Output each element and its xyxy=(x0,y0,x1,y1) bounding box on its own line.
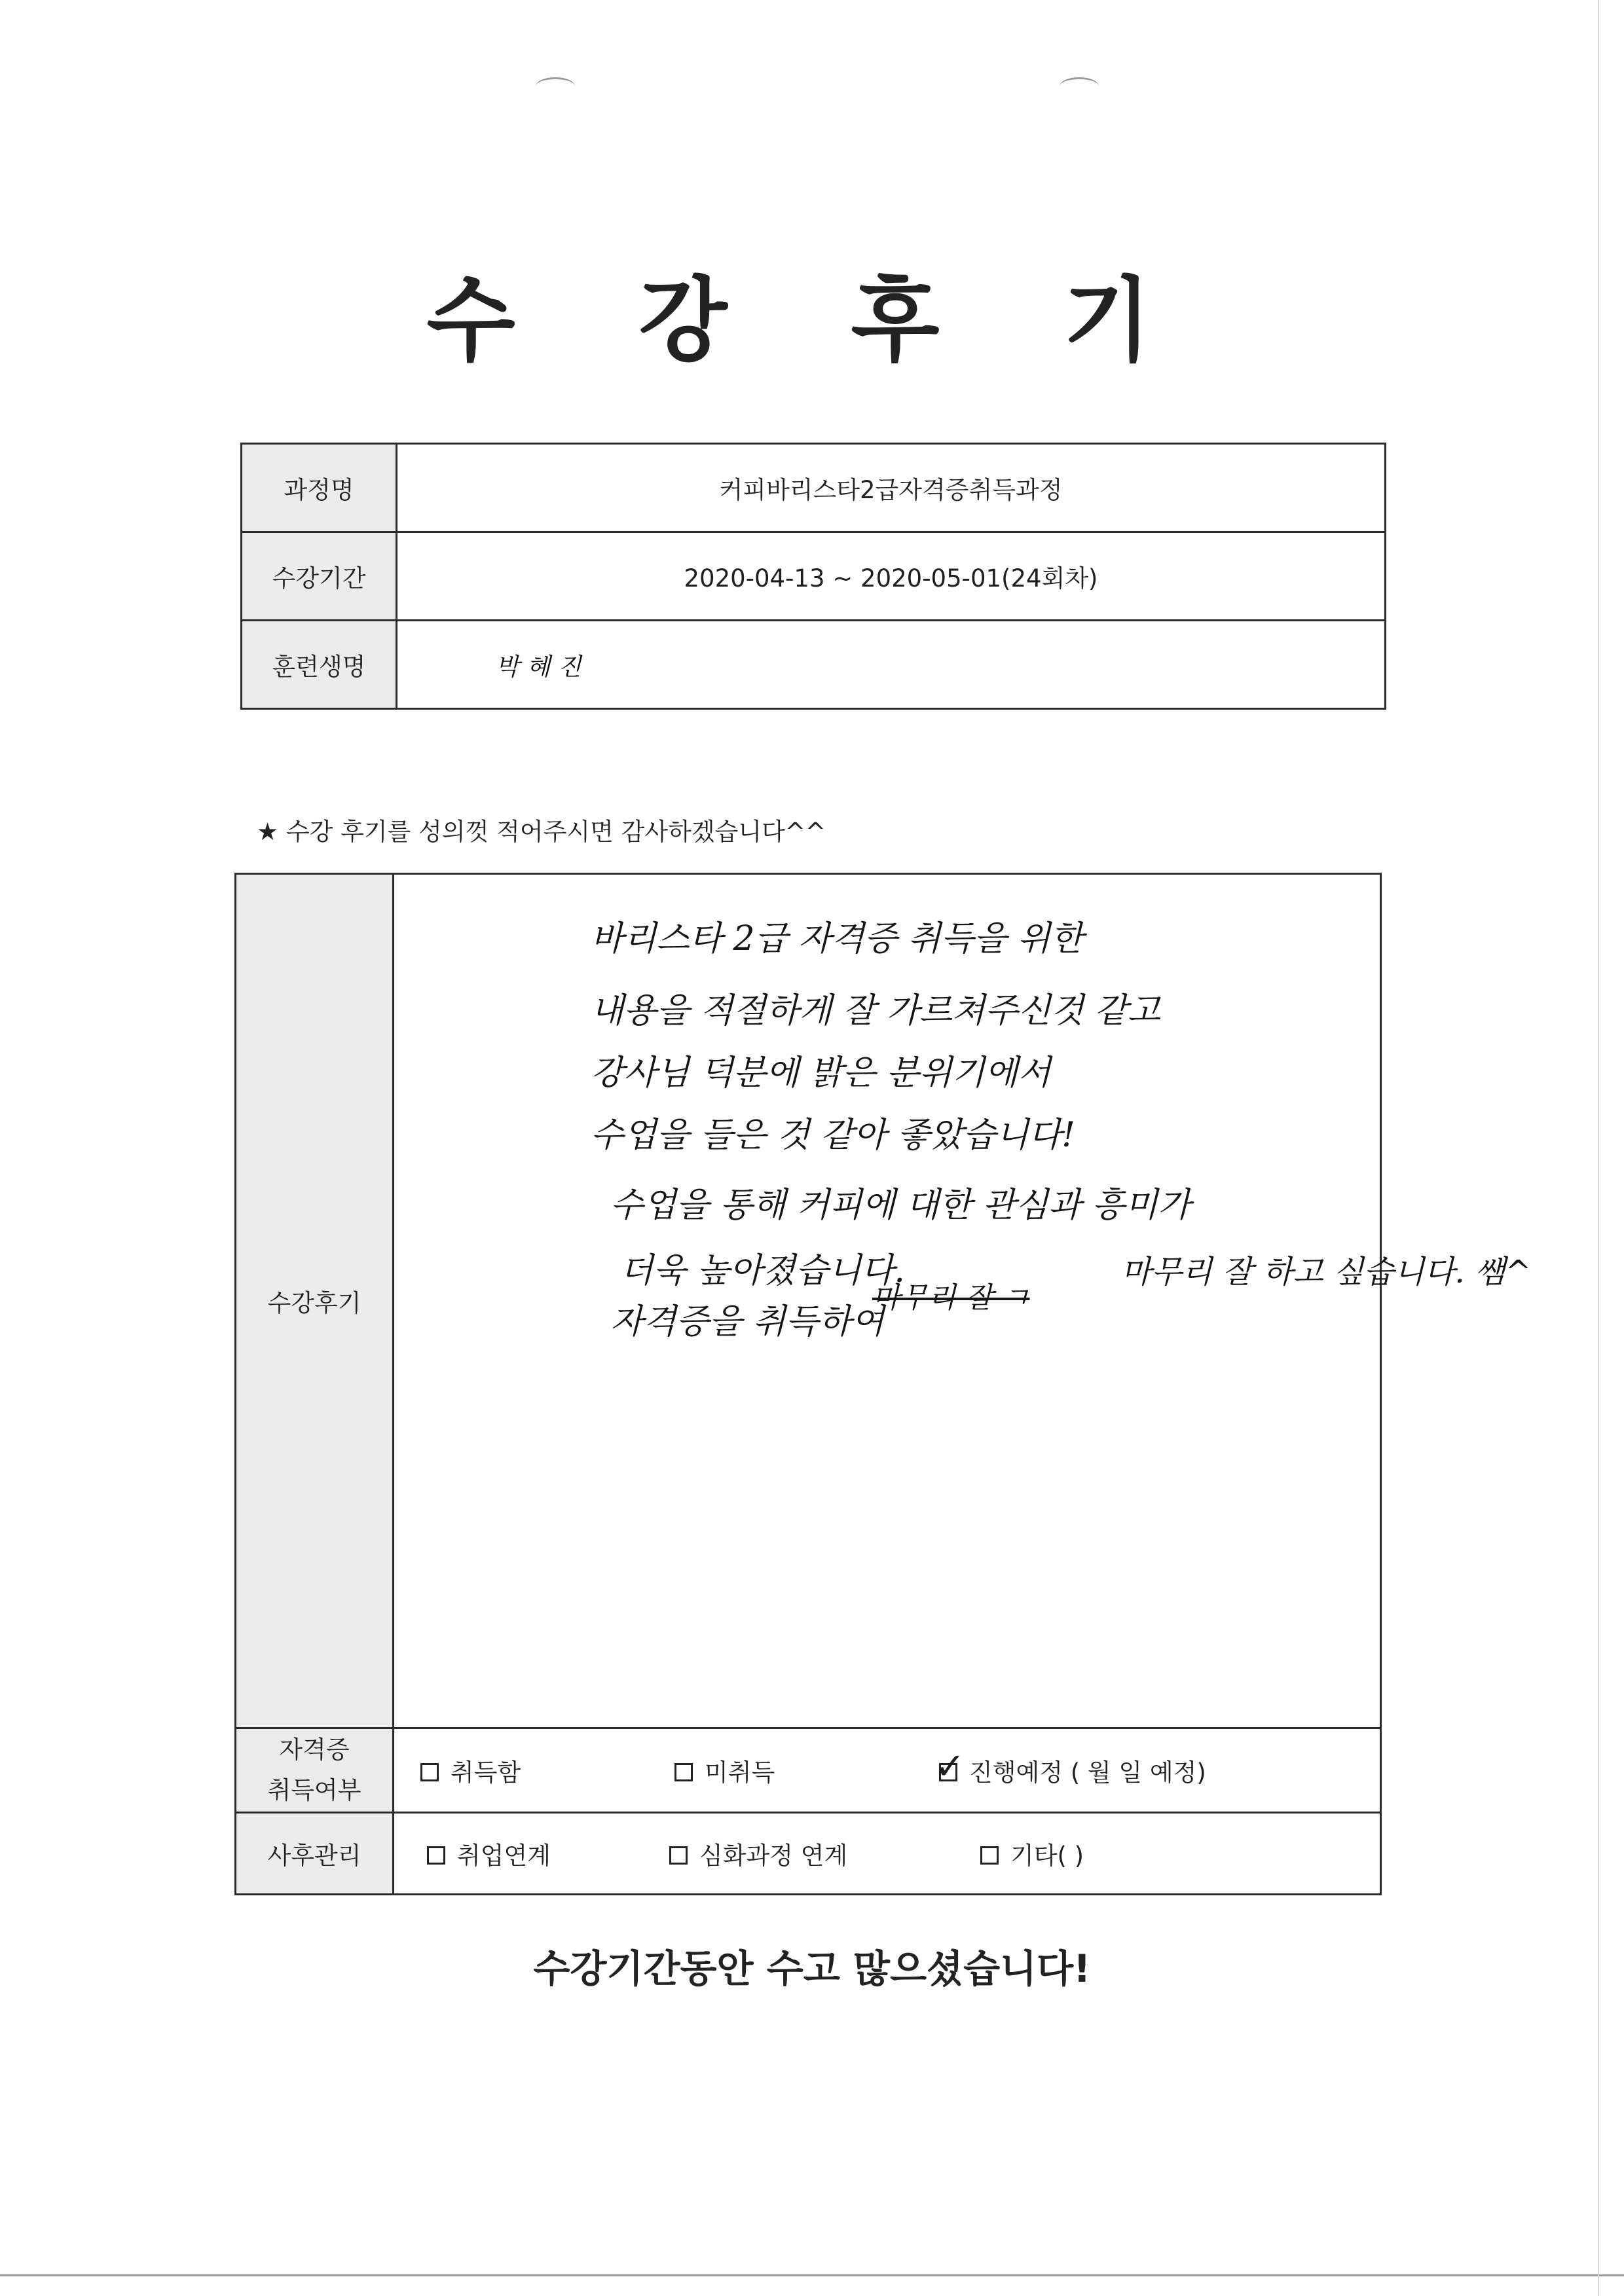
period-value: 2020-04-13 ~ 2020-05-01(24회차) xyxy=(397,532,1386,621)
course-info-table xyxy=(240,443,1386,710)
checkbox-scheduled[interactable] xyxy=(934,1745,965,1788)
review-continuation: 마무리 잘 하고 싶습니다. 쌤^ xyxy=(1121,1254,1532,1290)
review-content xyxy=(394,874,1532,1728)
notice-text: ★ 수강 후기를 성의껏 적어주시면 감사하겠습니다^^ xyxy=(257,818,826,846)
option-employment-label: 취업연계 xyxy=(457,1842,551,1870)
course-value: 커피바리스타2급자격증취득과정 xyxy=(397,444,1386,532)
checkbox-advanced-course[interactable] xyxy=(669,1846,688,1865)
review-line-1: 바리스타 2급 자격증 취득을 위한 xyxy=(591,919,1084,958)
struck-out-text: 마무리 잘 ㄱ xyxy=(872,1281,1030,1315)
review-line-7: 자격증을 취득하여 xyxy=(610,1302,885,1341)
option-employment[interactable] xyxy=(427,1836,551,1871)
page-title: 수 강 후 기 xyxy=(426,268,1198,374)
option-not-obtained-label: 미취득 xyxy=(705,1758,775,1787)
scan-edge-right xyxy=(1598,0,1599,2296)
period-label: 수강기간 xyxy=(242,532,397,621)
option-obtained-label: 취득함 xyxy=(451,1758,521,1787)
review-row xyxy=(236,874,1381,1728)
period-row xyxy=(242,532,1386,621)
review-label: 수강후기 xyxy=(236,874,394,1728)
punch-hole-right xyxy=(1060,77,1099,95)
handwritten-review xyxy=(394,875,1532,1726)
course-row xyxy=(242,444,1386,532)
option-advanced-course-label: 심화과정 연계 xyxy=(699,1842,848,1870)
option-other-label: 기타( ) xyxy=(1010,1842,1084,1870)
review-line-6: 더욱 높아졌습니다. xyxy=(620,1251,905,1290)
checkbox-employment[interactable] xyxy=(427,1846,445,1865)
aftercare-row xyxy=(236,1813,1381,1895)
option-scheduled-label: 진행예정 ( 월 일 예정) xyxy=(969,1758,1206,1787)
scan-edge-bottom xyxy=(0,2274,1624,2276)
option-obtained[interactable] xyxy=(420,1753,521,1788)
trainee-label: 훈련생명 xyxy=(242,621,397,709)
trainee-name-handwritten: 박 혜 진 xyxy=(397,621,1386,709)
certificate-label-line1: 자격증 xyxy=(279,1736,350,1764)
review-line-3: 강사님 덕분에 밝은 분위기에서 xyxy=(591,1053,1051,1093)
review-line-4: 수업을 들은 것 같아 좋았습니다! xyxy=(591,1116,1076,1155)
certificate-label xyxy=(236,1728,394,1813)
punch-hole-left xyxy=(536,77,575,95)
option-advanced-course[interactable] xyxy=(669,1836,847,1871)
course-label: 과정명 xyxy=(242,444,397,532)
certificate-row xyxy=(236,1728,1381,1813)
aftercare-label: 사후관리 xyxy=(236,1813,394,1895)
checkbox-other[interactable] xyxy=(980,1846,999,1865)
review-line-5: 수업을 통해 커피에 대한 관심과 흥미가 xyxy=(610,1186,1191,1225)
checkbox-not-obtained[interactable] xyxy=(674,1763,693,1781)
option-other[interactable] xyxy=(980,1836,1084,1871)
checkbox-obtained[interactable] xyxy=(420,1763,439,1781)
trainee-row xyxy=(242,621,1386,709)
aftercare-options xyxy=(394,1813,1381,1895)
certificate-options xyxy=(394,1728,1381,1813)
closing-message: 수강기간동안 수고 많으셨습니다! xyxy=(533,1946,1091,1991)
option-scheduled[interactable] xyxy=(934,1745,1206,1788)
review-line-2: 내용을 적절하게 잘 가르쳐주신것 같고 xyxy=(591,991,1160,1030)
certificate-label-line2: 취득여부 xyxy=(267,1776,361,1804)
review-table xyxy=(234,873,1532,1895)
check-mark-icon: ✓ xyxy=(934,1745,965,1788)
option-not-obtained[interactable] xyxy=(674,1753,775,1788)
